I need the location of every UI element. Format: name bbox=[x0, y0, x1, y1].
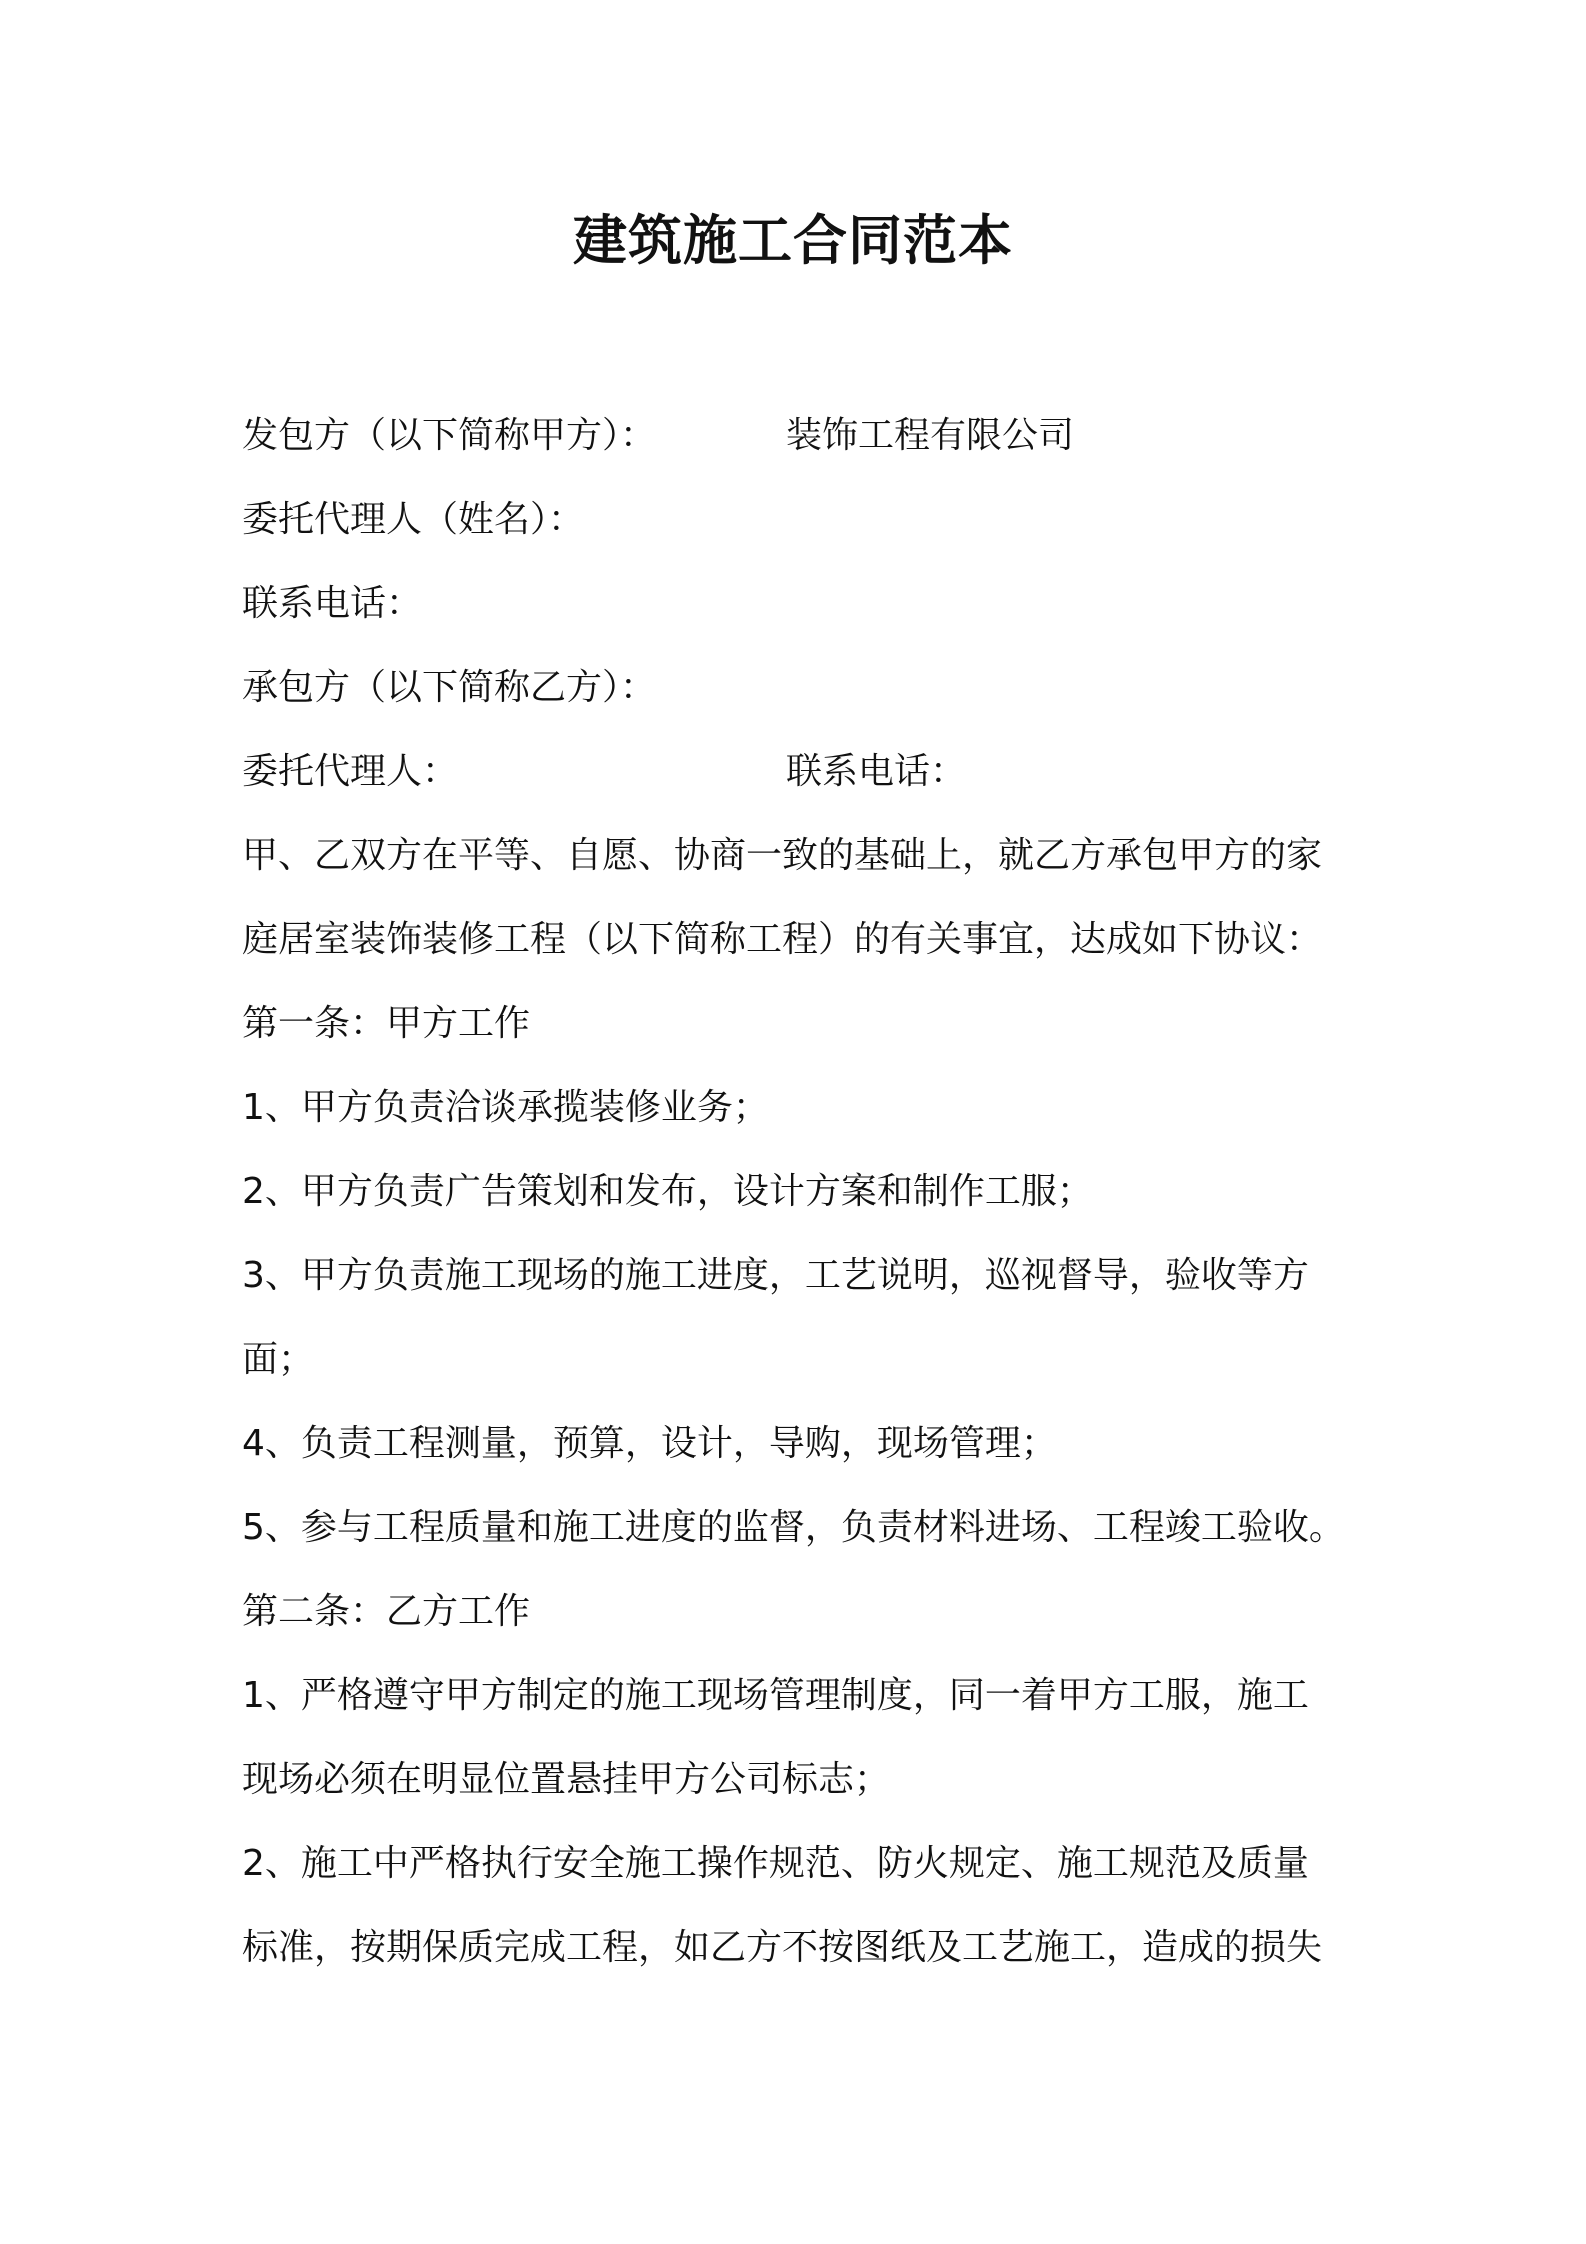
list-item: 5、参与工程质量和施工进度的监督，负责材料进场、工程竣工验收。 bbox=[242, 1507, 1345, 1548]
party-a-value: 装饰工程有限公司 bbox=[786, 415, 1075, 456]
body-line: 甲、乙双方在平等、自愿、协商一致的基础上，就乙方承包甲方的家 bbox=[242, 835, 1323, 876]
list-item-continuation: 标准，按期保质完成工程，如乙方不按图纸及工艺施工，造成的损失 bbox=[242, 1927, 1323, 1968]
list-item: 1、严格遵守甲方制定的施工现场管理制度，同一着甲方工服，施工 bbox=[242, 1675, 1309, 1716]
phone-label-2: 联系电话： bbox=[786, 751, 967, 792]
list-item: 3、甲方负责施工现场的施工进度，工艺说明，巡视督导，验收等方 bbox=[242, 1255, 1309, 1296]
party-a-label: 发包方（以下简称甲方）： bbox=[242, 415, 657, 456]
document-title: 建筑施工合同范本 bbox=[573, 209, 1013, 272]
party-b-label: 承包方（以下简称乙方）： bbox=[242, 667, 657, 708]
body-line: 庭居室装饰装修工程（以下简称工程）的有关事宜，达成如下协议： bbox=[242, 919, 1323, 960]
section-heading: 第一条：甲方工作 bbox=[242, 1003, 531, 1044]
list-item: 2、施工中严格执行安全施工操作规范、防火规定、施工规范及质量 bbox=[242, 1843, 1309, 1884]
list-item-continuation: 面； bbox=[242, 1339, 315, 1380]
list-item: 2、甲方负责广告策划和发布，设计方案和制作工服； bbox=[242, 1171, 1093, 1212]
list-item: 1、甲方负责洽谈承揽装修业务； bbox=[242, 1087, 769, 1128]
list-item-continuation: 现场必须在明显位置悬挂甲方公司标志； bbox=[242, 1759, 891, 1800]
section-heading: 第二条：乙方工作 bbox=[242, 1591, 531, 1632]
list-item: 4、负责工程测量，预算，设计，导购，现场管理； bbox=[242, 1423, 1057, 1464]
phone-label: 联系电话： bbox=[242, 583, 423, 624]
agent-label: 委托代理人： bbox=[242, 751, 459, 792]
agent-name-label: 委托代理人（姓名）： bbox=[242, 499, 585, 540]
